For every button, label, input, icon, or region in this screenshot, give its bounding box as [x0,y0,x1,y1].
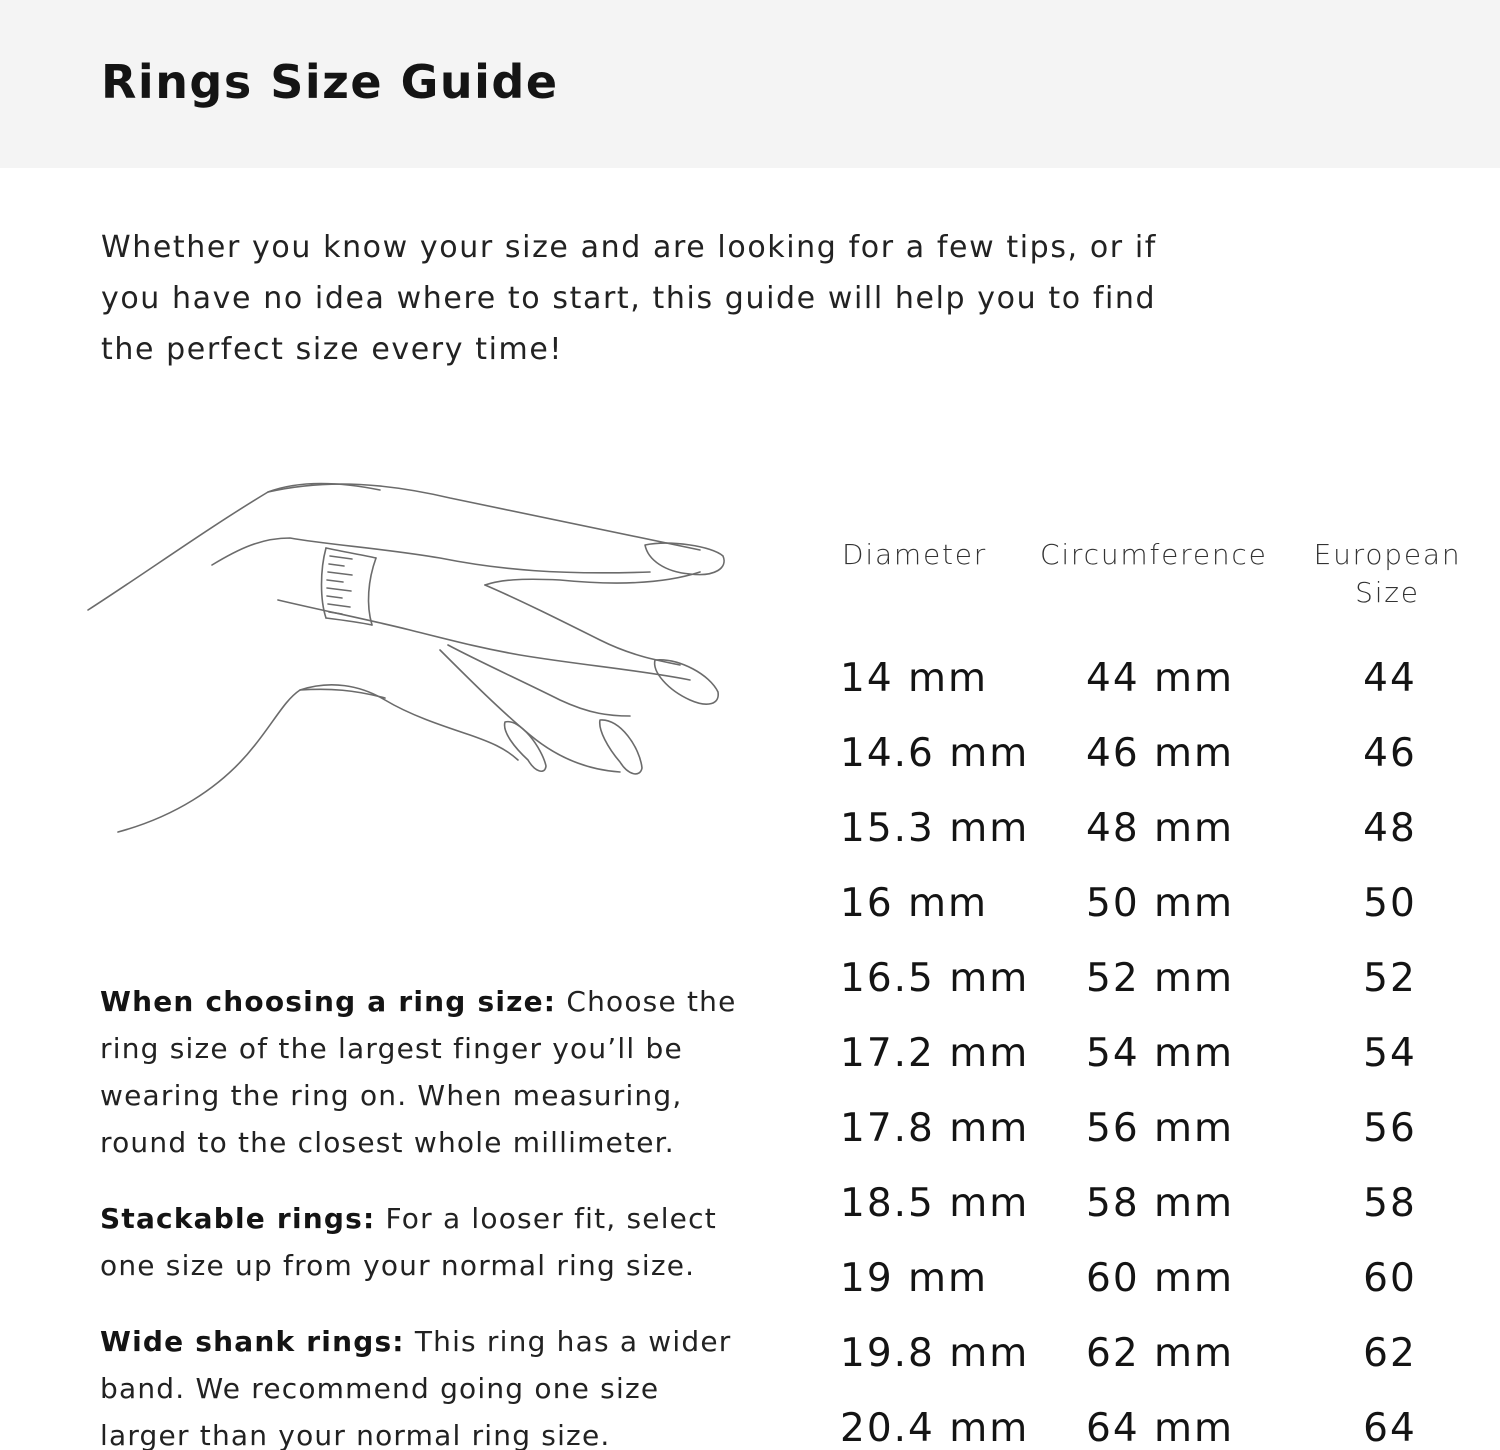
column-header-circumference: Circumference [1040,538,1268,571]
intro-text [101,222,1281,375]
cell-circumference: 60 mm [1086,1256,1235,1301]
column-header-diameter: Diameter [842,538,988,571]
column-header-european-size [1310,536,1465,612]
ring-size-notes [100,978,780,1450]
cell-circumference: 52 mm [1086,956,1235,1001]
note-line: larger than your normal ring size. [100,1419,611,1450]
note-line: This ring has a wider [404,1325,732,1358]
cell-circumference: 58 mm [1086,1181,1235,1226]
cell-european-size: 56 [1363,1106,1417,1151]
note-line: band. We recommend going one size [100,1372,660,1405]
cell-diameter: 19 mm [840,1256,989,1301]
cell-diameter: 16 mm [840,881,989,926]
size-table [840,650,1480,1450]
note-stackable-rings [100,1195,780,1289]
cell-circumference: 46 mm [1086,731,1235,776]
note-line: round to the closest whole millimeter. [100,1126,675,1159]
cell-diameter: 16.5 mm [840,956,1030,1001]
cell-diameter: 19.8 mm [840,1331,1030,1376]
page-title: Rings Size Guide [101,55,559,109]
cell-european-size: 58 [1363,1181,1417,1226]
note-line: Choose the [556,985,737,1018]
cell-diameter: 15.3 mm [840,806,1030,851]
cell-circumference: 54 mm [1086,1031,1235,1076]
table-row [840,800,1480,875]
cell-diameter: 17.8 mm [840,1106,1030,1151]
table-row [840,875,1480,950]
cell-european-size: 60 [1363,1256,1417,1301]
cell-circumference: 64 mm [1086,1406,1235,1450]
cell-diameter: 14 mm [840,656,989,701]
cell-diameter: 14.6 mm [840,731,1030,776]
cell-diameter: 20.4 mm [840,1406,1030,1450]
cell-circumference: 48 mm [1086,806,1235,851]
cell-european-size: 62 [1363,1331,1417,1376]
cell-european-size: 50 [1363,881,1417,926]
cell-circumference: 56 mm [1086,1106,1235,1151]
column-header-line: Size [1355,576,1420,609]
table-row [840,1400,1480,1450]
table-row [840,950,1480,1025]
cell-european-size: 64 [1363,1406,1417,1450]
table-row [840,1100,1480,1175]
cell-european-size: 44 [1363,656,1417,701]
intro-line: Whether you know your size and are looking for a few tips, or if [101,230,1157,265]
note-wide-shank-rings [100,1318,780,1450]
column-header-line: European [1313,538,1462,571]
hand-with-ring-icon [80,470,740,840]
cell-european-size: 52 [1363,956,1417,1001]
note-line: ring size of the largest finger you’ll be [100,1032,683,1065]
table-row [840,1025,1480,1100]
cell-european-size: 54 [1363,1031,1417,1076]
note-line: one size up from your normal ring size. [100,1249,696,1282]
cell-diameter: 17.2 mm [840,1031,1030,1076]
note-heading: When choosing a ring size: [100,985,557,1018]
cell-european-size: 48 [1363,806,1417,851]
note-heading: Stackable rings: [100,1202,376,1235]
cell-circumference: 44 mm [1086,656,1235,701]
note-choosing-size [100,978,780,1166]
table-row [840,1250,1480,1325]
table-row [840,1325,1480,1400]
cell-circumference: 50 mm [1086,881,1235,926]
intro-line: you have no idea where to start, this guide will help you to find [101,281,1157,316]
cell-diameter: 18.5 mm [840,1181,1030,1226]
note-line: For a looser fit, select [375,1202,717,1235]
table-row [840,1175,1480,1250]
cell-european-size: 46 [1363,731,1417,776]
table-row [840,650,1480,725]
note-heading: Wide shank rings: [100,1325,405,1358]
cell-circumference: 62 mm [1086,1331,1235,1376]
intro-line: the perfect size every time! [101,332,564,367]
table-row [840,725,1480,800]
note-line: wearing the ring on. When measuring, [100,1079,683,1112]
